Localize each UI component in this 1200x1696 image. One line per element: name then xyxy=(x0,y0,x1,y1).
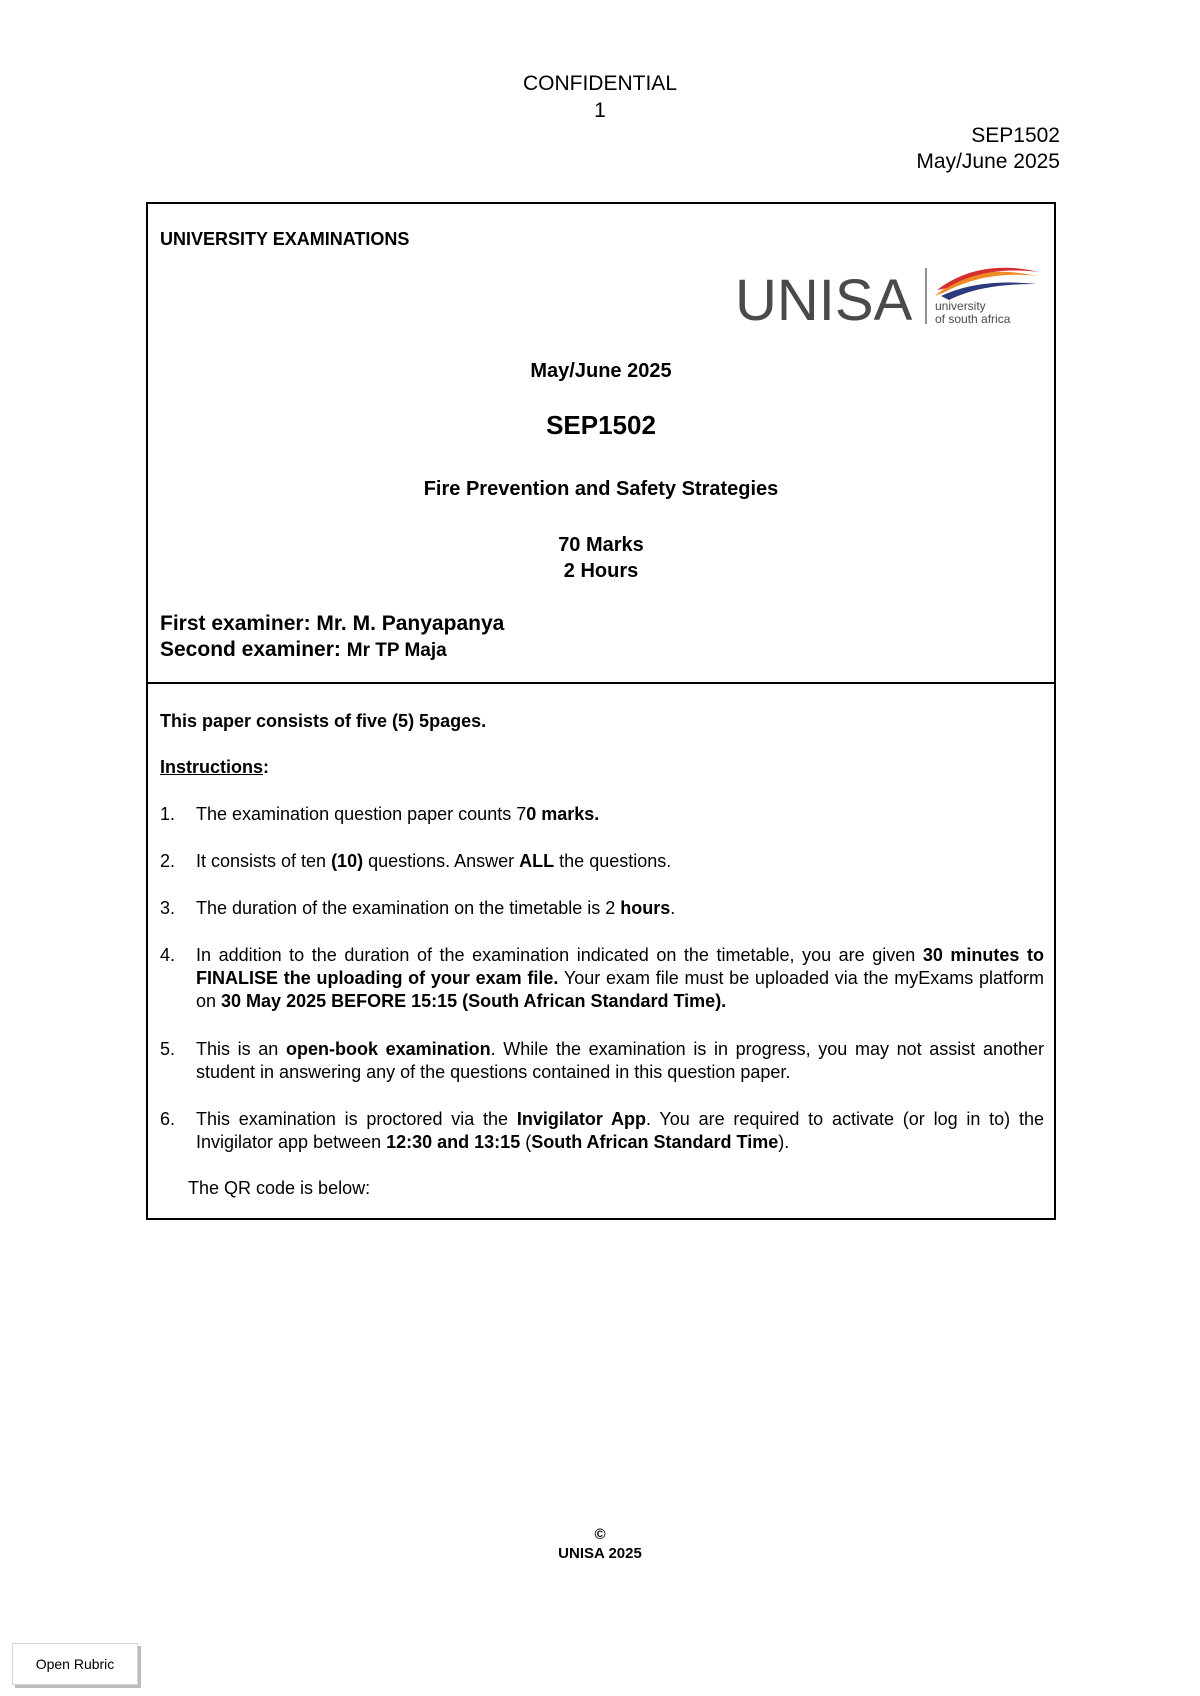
copyright-symbol: © xyxy=(594,1526,606,1543)
copyright-text: UNISA 2025 xyxy=(558,1545,642,1562)
page-number: 1 xyxy=(594,99,606,122)
instruction-number: 3. xyxy=(160,898,176,918)
open-rubric-button[interactable]: Open Rubric xyxy=(12,1643,138,1685)
logo-tagline-1: university xyxy=(935,299,986,313)
header-session: May/June 2025 xyxy=(916,150,1060,173)
instructions-box xyxy=(146,682,1056,1220)
instruction-emphasis: 12:30 and 13:15 xyxy=(386,1132,521,1152)
instruction-text: This is an xyxy=(196,1039,286,1059)
instruction-text: The examination question paper counts 7 xyxy=(196,804,527,824)
instruction-emphasis: open-book examination xyxy=(285,1039,491,1059)
exam-duration: 2 Hours xyxy=(563,560,639,582)
course-title: Fire Prevention and Safety Strategies xyxy=(423,478,779,500)
instruction-text: . You are required to activate (or log in to) the Invigilator app between xyxy=(196,1109,1044,1152)
instruction-number: 2. xyxy=(160,851,176,871)
instruction-item-6 xyxy=(160,1108,1044,1154)
first-examiner-name: Mr. M. Panyapanya xyxy=(316,612,505,635)
instruction-text: This examination is proctored via the xyxy=(196,1109,517,1129)
instruction-emphasis: Invigilator App xyxy=(516,1109,646,1129)
first-examiner-label: First examiner: xyxy=(160,612,311,635)
cover-box xyxy=(146,202,1056,684)
instructions-heading-text: Instructions xyxy=(160,757,264,777)
qr-note: The QR code is below: xyxy=(188,1178,371,1198)
instruction-item-1 xyxy=(160,803,1044,826)
instruction-text: . While the examination is in progress, you may not assist another student in answering any of the questions contained in this question paper. xyxy=(196,1039,1044,1082)
instructions-heading xyxy=(160,757,1042,778)
instruction-emphasis: (10) xyxy=(331,851,364,871)
second-examiner-name: Mr TP Maja xyxy=(346,640,447,661)
instruction-item-3 xyxy=(160,897,1044,920)
instruction-text: In addition to the duration of the examination indicated on the timetable, you are given xyxy=(196,945,923,965)
unisa-logo xyxy=(735,260,1040,335)
instruction-text: questions. Answer xyxy=(363,851,520,871)
second-examiner xyxy=(160,638,447,662)
instruction-item-4 xyxy=(160,944,1044,1013)
instruction-emphasis: 0 marks. xyxy=(526,804,600,824)
instruction-number: 4. xyxy=(160,945,176,965)
second-examiner-label: Second examiner: xyxy=(160,638,341,661)
instruction-emphasis: 30 May 2025 BEFORE 15:15 (South African Standard Time). xyxy=(221,991,727,1011)
instruction-item-5 xyxy=(160,1038,1044,1084)
unisa-logo-graphic xyxy=(735,260,1040,330)
instruction-emphasis: hours xyxy=(620,898,671,918)
instruction-text: . xyxy=(670,898,676,918)
confidential-label: CONFIDENTIAL xyxy=(522,72,677,95)
instruction-emphasis: ALL xyxy=(519,851,555,871)
cover-course-code: SEP1502 xyxy=(546,410,656,440)
instruction-text: ( xyxy=(520,1132,532,1152)
paper-info: This paper consists of five (5) 5pages. xyxy=(160,711,487,731)
cover-session: May/June 2025 xyxy=(530,360,672,382)
instruction-item-2 xyxy=(160,850,1044,873)
instruction-text: It consists of ten xyxy=(196,851,332,871)
total-marks: 70 Marks xyxy=(558,534,644,556)
instruction-number: 5. xyxy=(160,1039,176,1059)
logo-wordmark: UNISA xyxy=(735,268,913,330)
instruction-number: 6. xyxy=(160,1109,176,1129)
university-examinations-heading: UNIVERSITY EXAMINATIONS xyxy=(160,229,410,249)
logo-tagline-2: of south africa xyxy=(935,312,1011,326)
header-course-code: SEP1502 xyxy=(971,124,1060,147)
instruction-text: Your exam file must be uploaded via the myExams platform on xyxy=(196,968,1045,1011)
first-examiner xyxy=(160,612,504,636)
instruction-text: the questions. xyxy=(554,851,672,871)
instruction-emphasis: 30 minutes to FINALISE the uploading of your exam file. xyxy=(196,945,1044,988)
instruction-text: ). xyxy=(778,1132,790,1152)
instruction-number: 1. xyxy=(160,804,176,824)
instruction-text: The duration of the examination on the timetable is 2 xyxy=(196,898,621,918)
instructions-heading-colon: : xyxy=(263,757,270,777)
instruction-emphasis: South African Standard Time xyxy=(531,1132,779,1152)
